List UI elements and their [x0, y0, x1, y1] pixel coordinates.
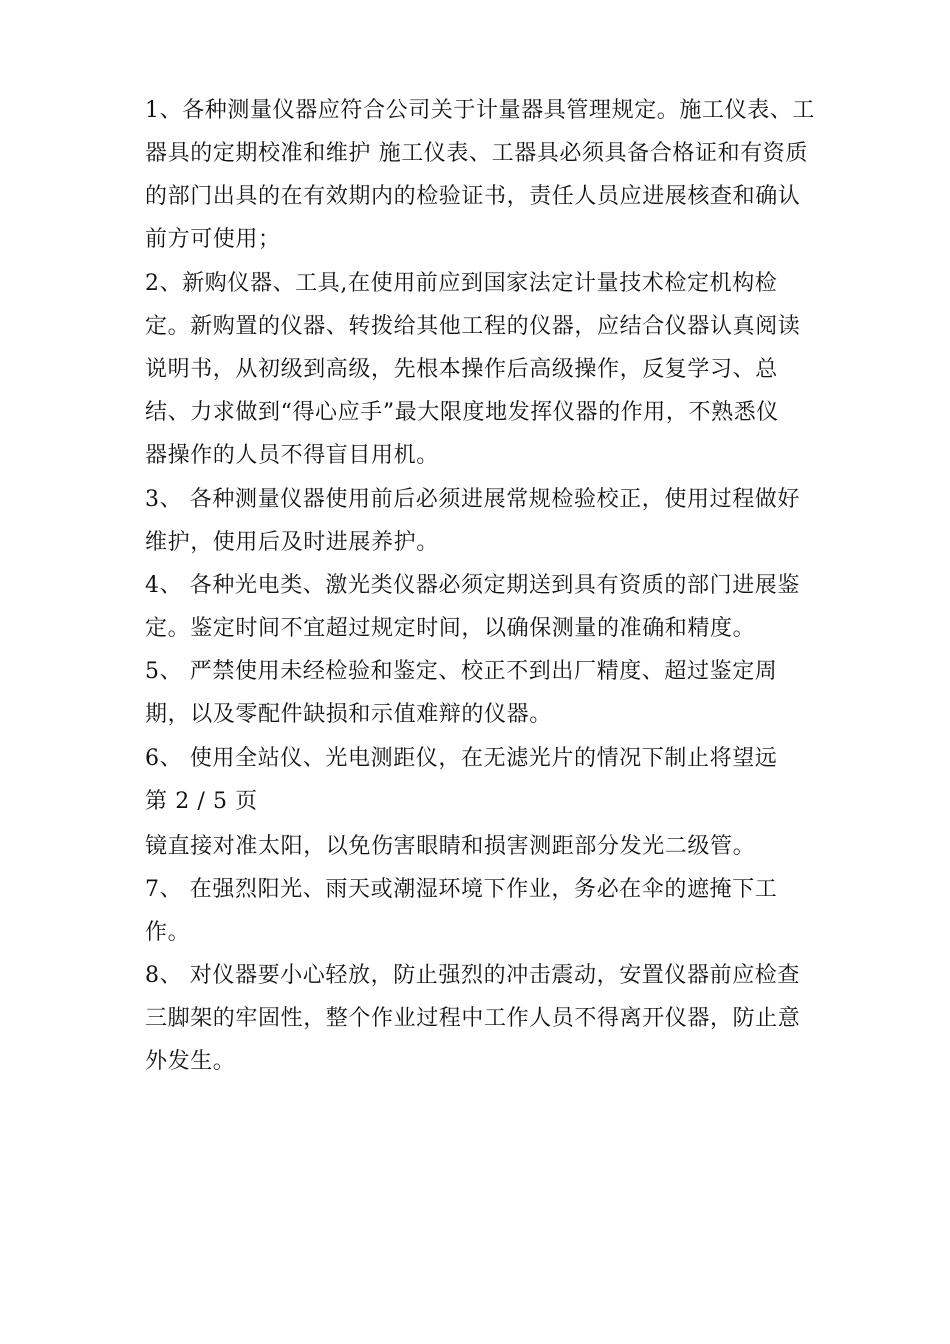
text-line: 的部门出具的在有效期内的检验证书，责任人员应进展核查和确认	[145, 184, 801, 209]
text-line: 4、 各种光电类、激光类仪器必须定期送到具有资质的部门进展鉴	[145, 573, 800, 598]
text-line: 1、各种测量仪器应符合公司关于计量器具管理规定。施工仪表、工	[145, 98, 815, 123]
text-line: 6、 使用全站仪、光电测距仪，在无滤光片的情况下制止将望远	[145, 746, 778, 771]
text-line: 器具的定期校准和维护 施工仪表、工器具必须具备合格证和有资质	[145, 141, 808, 166]
text-line: 定。新购置的仪器、转拨给其他工程的仪器，应结合仪器认真阅读	[145, 314, 801, 339]
page-number: 第 2 / 5 页	[145, 789, 258, 814]
text-line: 2、新购仪器、工具,在使用前应到国家法定计量技术检定机构检	[145, 271, 778, 296]
text-line: 镜直接对准太阳，以免伤害眼睛和损害测距部分发光二级管。	[145, 834, 756, 859]
text-line: 定。鉴定时间不宜超过规定时间，以确保测量的准确和精度。	[145, 616, 756, 641]
text-line: 维护，使用后及时进展养护。	[145, 530, 439, 555]
text-line: 作。	[145, 920, 191, 945]
text-line: 结、力求做到“得心应手”最大限度地发挥仪器的作用，不熟悉仪	[145, 400, 779, 425]
text-line: 7、 在强烈阳光、雨天或潮湿环境下作业，务必在伞的遮掩下工	[145, 877, 778, 902]
text-line: 三脚架的牢固性，整个作业过程中工作人员不得离开仪器，防止意	[145, 1006, 801, 1031]
text-line: 8、 对仪器要小心轻放，防止强烈的冲击震动，安置仪器前应检查	[145, 963, 800, 988]
text-line: 3、 各种测量仪器使用前后必须进展常规检验校正，使用过程做好	[145, 487, 800, 512]
text-line: 5、 严禁使用未经检验和鉴定、校正不到出厂精度、超过鉴定周	[145, 659, 778, 684]
text-line: 期，以及零配件缺损和示值难辩的仪器。	[145, 702, 552, 727]
text-line: 外发生。	[145, 1049, 236, 1074]
text-line: 器操作的人员不得盲目用机。	[145, 443, 439, 468]
text-line: 前方可使用；	[145, 227, 281, 252]
text-line: 说明书，从初级到高级，先根本操作后高级操作，反复学习、总	[145, 357, 778, 382]
